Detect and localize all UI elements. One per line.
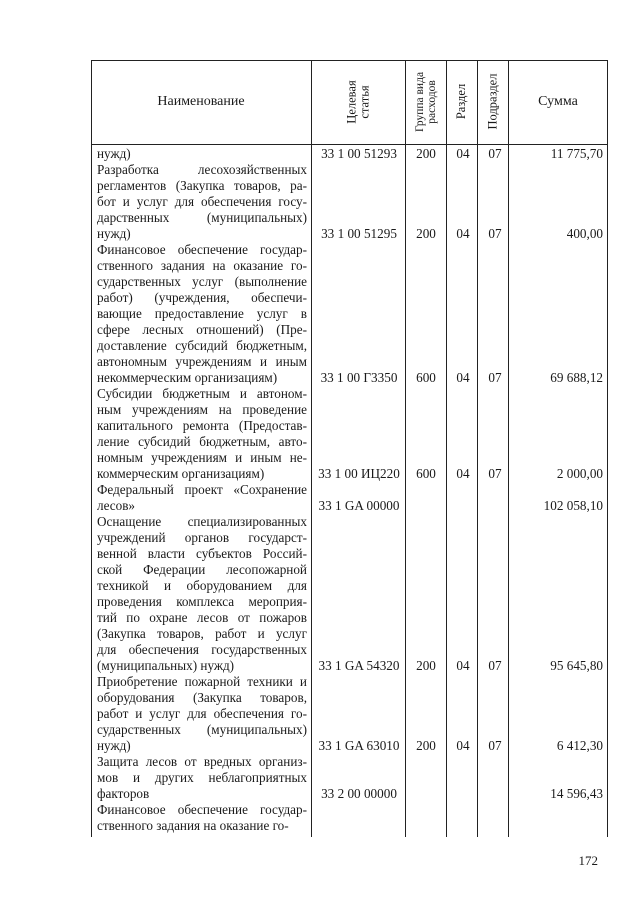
row-name-line: сударственных услуг (выполнение [97,274,307,289]
row-name-line: Субсидии бюджетным и автоном- [97,386,307,401]
row-target-code: 33 1 GA 63010 [318,738,400,753]
row-name-line: ской Федерации лесопожарной [97,562,307,577]
row-sum: 14 596,43 [550,786,603,801]
header-subsection [487,74,500,130]
row-name-line: коммерческим организациям) [97,466,265,481]
column-divider-group [405,60,406,837]
row-name-line: (Закупка товаров, работ и услуг [97,626,307,641]
row-name-line: бот и услуг для обеспечения госу- [97,194,307,209]
header-sum-cell [509,60,607,143]
row-subsection: 07 [488,146,502,161]
column-divider-subsection [477,60,478,837]
header-section [456,84,469,119]
row-name-line: вающие предоставление услуг в [97,306,307,321]
row-name-line: тий по охране лесов от пожаров [97,610,307,625]
header-name: Наименование [157,93,245,109]
row-name [97,514,307,674]
row-name-line: доставление субсидий бюджетным, [97,338,307,353]
row-section: 04 [456,370,470,385]
row-name [97,146,307,162]
row-name-line: Финансовое обеспечение государ- [97,802,307,817]
row-subsection: 07 [488,466,502,481]
column-divider-section [446,60,447,837]
row-expense-group: 200 [416,226,436,241]
row-name-line: оборудования (Закупка товаров, [97,690,307,705]
header-group-line2: расходов [426,79,439,124]
row-name-line: техникой и оборудованием для [97,578,307,593]
row-name-line: нужд) [97,226,131,241]
header-subsection-cell [478,60,508,143]
header-section-label: Раздел [454,83,469,120]
header-group [414,71,438,131]
row-expense-group: 200 [416,658,436,673]
row-name-line: ным учреждениям на проведение [97,402,307,417]
header-subsection-label: Подраздел [485,73,500,130]
row-name-line: лесов» [97,498,136,513]
row-name [97,242,307,386]
row-name-line: дарственных (муниципальных) [97,210,307,225]
row-target-code: 33 2 00 00000 [321,786,397,801]
row-name-line: факторов [97,786,150,801]
row-name-line: проведения комплекса мероприя- [97,594,307,609]
row-target-code: 33 1 GA 54320 [318,658,400,673]
page-number: 172 [578,853,598,868]
row-sum: 11 775,70 [550,146,603,161]
row-subsection: 07 [488,370,502,385]
header-section-cell [447,60,477,143]
row-sum: 95 645,80 [550,658,603,673]
row-name-line: Защита лесов от вредных организ- [97,754,307,769]
row-name-line: венной власти субъектов Россий- [97,546,307,561]
row-sum: 400,00 [566,226,603,241]
column-divider-target [311,60,312,837]
row-name [97,754,307,802]
header-sum: Сумма [538,93,578,109]
row-target-code: 33 1 00 51293 [321,146,397,161]
row-name-line: работ и услуг для обеспечения го- [97,706,307,721]
row-target-code: 33 1 00 ИЦ220 [318,466,400,481]
row-name-line: мов и других неблагоприятных [97,770,307,785]
budget-table [91,60,608,837]
row-sum: 2 000,00 [556,466,603,481]
header-target-cell [312,60,405,143]
row-name-line: нужд) [97,738,131,753]
row-expense-group: 600 [416,370,436,385]
row-name-line: ление субсидий бюджетным, авто- [97,434,307,449]
header-divider [91,144,608,145]
row-name [97,162,307,242]
header-group-cell [406,60,446,143]
row-name-line: ственного задания на оказание го- [97,818,289,833]
row-section: 04 [456,226,470,241]
row-sum: 6 412,30 [556,738,603,753]
row-name-line: некоммерческим организациям) [97,370,278,385]
row-name-line: Приобретение пожарной техники и [97,674,307,689]
row-target-code: 33 1 00 Г3350 [320,370,398,385]
header-group-line1: Группа вида [414,71,427,132]
row-section: 04 [456,466,470,481]
row-name-line: нужд) [97,146,131,161]
row-sum: 69 688,12 [550,370,603,385]
row-name-line: Оснащение специализированных [97,514,307,529]
row-section: 04 [456,738,470,753]
row-subsection: 07 [488,738,502,753]
row-name [97,386,307,482]
header-target-line2: статья [357,84,372,119]
row-name [97,674,307,754]
row-expense-group: 200 [416,146,436,161]
row-name [97,482,307,514]
row-name-line: номным учреждениям и иным не- [97,450,307,465]
row-name [97,802,307,834]
row-sum: 102 058,10 [543,498,603,513]
header-target-line1: Целевая [344,79,359,124]
row-target-code: 33 1 00 51295 [321,226,397,241]
header-target [346,80,372,123]
row-name-line: ственного задания на оказание го- [97,258,307,273]
row-name-line: Разработка лесохозяйственных [97,162,307,177]
row-section: 04 [456,658,470,673]
row-name-line: (муниципальных) нужд) [97,658,235,673]
row-target-code: 33 1 GA 00000 [318,498,400,513]
row-name-line: автономным учреждениям и иным [97,354,307,369]
row-expense-group: 200 [416,738,436,753]
row-subsection: 07 [488,226,502,241]
row-name-line: сударственных (муниципальных) [97,722,307,737]
row-name-line: Федеральный проект «Сохранение [97,482,307,497]
column-divider-sum [508,60,509,837]
header-name-cell [91,60,311,143]
row-name-line: для обеспечения государственных [97,642,307,657]
row-name-line: регламентов (Закупка товаров, ра- [97,178,307,193]
row-name-line: работ) (учреждения, обеспечи- [97,290,307,305]
table-border-right [607,60,608,837]
table-border-left [91,60,92,837]
row-name-line: капитального ремонта (Предостав- [97,418,307,433]
row-name-line: сфере лесных отношений) (Пре- [97,322,307,337]
row-expense-group: 600 [416,466,436,481]
row-name-line: Финансовое обеспечение государ- [97,242,307,257]
row-subsection: 07 [488,658,502,673]
row-name-line: учреждений органов государст- [97,530,307,545]
row-section: 04 [456,146,470,161]
